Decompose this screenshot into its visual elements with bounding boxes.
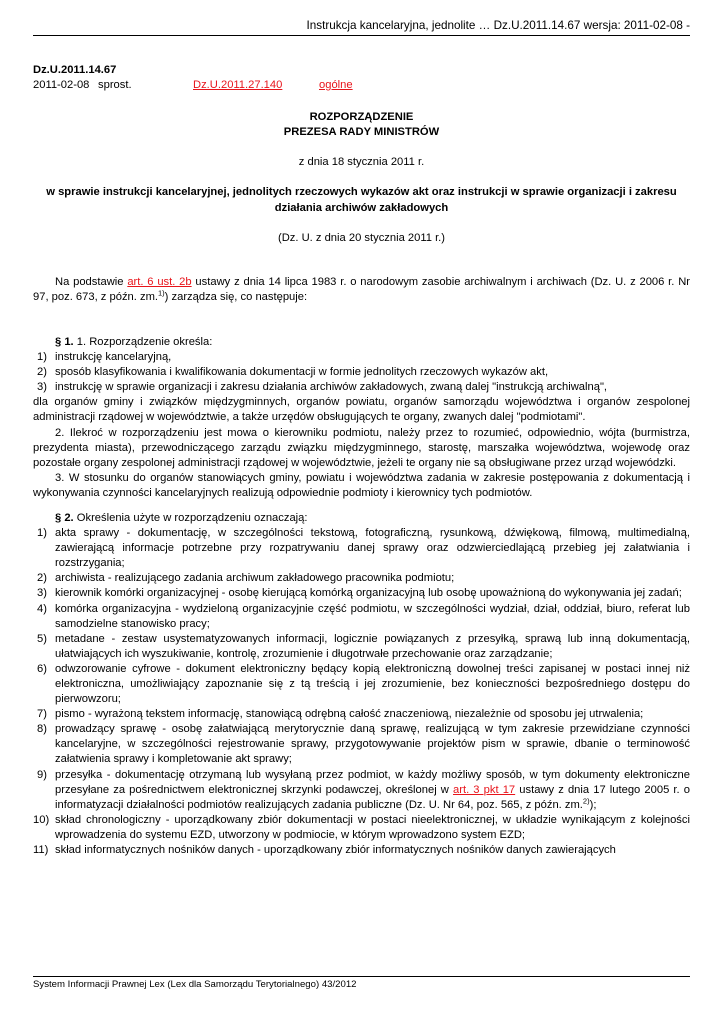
- preamble-text-cont: ustawy z dnia 14 lipca 1983 r. o narodowym zasobie archiwalnym i archiwach (Dz. U. z 2006 r. Nr 97, poz. 673, z późn. zm.: [33, 275, 691, 303]
- definition-number: 1): [37, 527, 47, 540]
- doc-title-line2: PREZESA RADY MINISTRÓW: [283, 126, 440, 139]
- list-item-text: instrukcję w sprawie organizacji i zakresu działania archiwów zakładowych, zwaną dalej "instrukcją archiwalną",: [55, 381, 608, 394]
- version-date: 2011-02-08: [33, 79, 90, 92]
- definition-number: 5): [37, 632, 47, 645]
- definition-number: 11): [33, 844, 49, 857]
- preamble-end: ) zarządza się, co następuje:: [164, 290, 308, 303]
- definition-text: odwzorowanie cyfrowe - dokument elektroniczny będący kopią elektroniczną dowolnej treści zapisanej w postaci innej niż elektroniczna, umożliwiający zapoznanie się z tą treścią i jej zrozumienie, bez konieczności bezpośredniego dostępu do pierwowzoru;: [55, 662, 690, 706]
- section-1-para-2: 2. Ilekroć w rozporządzeniu jest mowa o kierowniku podmiotu, należy przez to rozumieć, odpowiednio, wójta (burmistrza, prezydenta miasta), przewodniczącego zarządu związku międzygminnego, starostę, marszałka województwa, wojewodę oraz pozostałe organy zespolonej administracji rządowej w województwie, jeżeli te organy nie są obsługiwane przez urząd wojewódzki.: [33, 426, 690, 469]
- definition-text: komórka organizacyjna - wydzieloną organizacyjnie część podmiotu, w szczególności wydział, dział, oddział, biuro, referat lub samodzielne stanowisko pracy;: [55, 602, 690, 630]
- act-version-row: [33, 78, 690, 93]
- definition-number: 2): [37, 572, 47, 585]
- doc-date: z dnia 18 stycznia 2011 r.: [298, 156, 425, 169]
- definition-text: kierownik komórki organizacyjnej - osobę kierującą komórką organizacyjną lub osobę upoważnioną do wykonywania jej zadań;: [55, 587, 682, 600]
- definition-item: [33, 707, 690, 722]
- definition-item: [33, 586, 690, 601]
- definition-text: skład informatycznych nośników danych - uporządkowany zbiór informatycznych nośników danych zawierających: [55, 844, 616, 857]
- definition-text-part: ustawy z dnia 17 lutego 2005 r. o informatyzacji działalności podmiotów realizujących zadania publiczne (Dz. U. Nr 64, poz. 565, z późn. zm.: [55, 783, 690, 811]
- definition-number: 6): [37, 662, 47, 675]
- definition-item: [33, 813, 690, 843]
- definition-text: archiwista - realizującego zadania archiwum zakładowego pracownika podmiotu;: [55, 572, 455, 585]
- list-item-number: 1): [37, 351, 47, 364]
- list-item-text: instrukcję kancelaryjną,: [55, 351, 172, 364]
- section-1-after-list: dla organów gminy i związków międzygminnych, organów powiatu, organów samorządu województwa i organów zespolonej administracji rządowej w województwie, a także urzędów obsługujących te organy, zwanych dalej "podmiotami".: [33, 396, 690, 424]
- section-1-intro: [33, 335, 690, 350]
- section-2-label: § 2.: [55, 511, 74, 524]
- definition-item: [33, 662, 690, 707]
- running-header-text: Instrukcja kancelaryjna, jednolite … Dz.U.2011.14.67 wersja: 2011-02-08 -: [306, 19, 690, 32]
- list-item: [33, 365, 690, 380]
- list-item: [33, 350, 690, 365]
- definition-text-part: przesyłka - dokumentację otrzymaną lub wysyłaną przez podmiot, w każdy możliwy sposób, w tym dokumenty elektroniczne przesyłane za pośrednictwem elektronicznej skrzynki podawczej, określonej w: [55, 768, 690, 796]
- definition-text: akta sprawy - dokumentację, w szczególności tekstową, fotograficzną, rysunkową, dźwiękową, filmową, multimedialną, zawierającą informacje potrzebne przy rozpatrywaniu danej sprawy oraz odzwierciedlającą przebieg jej załatwiania i rozstrzygania;: [55, 527, 690, 570]
- footer-text: System Informacji Prawnej Lex (Lex dla Samorządu Terytorialnego) 43/2012: [33, 979, 357, 990]
- page-footer: [33, 976, 690, 991]
- definition-item: [33, 571, 690, 586]
- definition-number: 3): [37, 587, 47, 600]
- correction-reference-link[interactable]: Dz.U.2011.27.140: [193, 79, 283, 92]
- preamble: [33, 275, 690, 305]
- article-link[interactable]: art. 6 ust. 2b: [127, 275, 192, 288]
- list-item-number: 2): [37, 366, 47, 379]
- doc-title-line1: ROZPORZĄDZENIE: [309, 111, 414, 124]
- definition-text-end: );: [589, 798, 597, 811]
- definition-text: [55, 768, 690, 813]
- article-3-link[interactable]: art. 3 pkt 17: [453, 783, 516, 796]
- definition-item: [33, 768, 690, 813]
- running-header: [33, 19, 690, 36]
- section-1-label: § 1.: [55, 335, 74, 348]
- definition-text: skład chronologiczny - uporządkowany zbiór dokumentacji w postaci nieelektronicznej, w układzie wynikającym z kolejności wprowadzenia do systemu EZD, utworzony w podmiocie, w którym wprowadzono system EZD;: [55, 813, 690, 841]
- section-1-intro-text: 1. Rozporządzenie określa:: [73, 335, 213, 348]
- section-2-intro-text: Określenia użyte w rozporządzeniu oznaczają:: [73, 511, 308, 524]
- section-1-para-3: 3. W stosunku do organów stanowiących gminy, powiatu i województwa zadania w zakresie postępowania z dokumentacją i wykonywania czynności kancelaryjnych realizują odpowiednie podmioty i kierownicy tych podmiotów.: [33, 471, 690, 499]
- footnote-2[interactable]: 2): [582, 796, 590, 806]
- definition-item: [33, 843, 690, 858]
- section-2-intro: [33, 511, 690, 526]
- definition-number: 4): [37, 602, 47, 615]
- list-item-text: sposób klasyfikowania i kwalifikowania dokumentacji w formie jednolitych rzeczowych wykazów akt,: [55, 366, 549, 379]
- definition-number: 9): [37, 768, 47, 781]
- definition-text: metadane - zestaw usystematyzowanych informacji, logicznie powiązanych z przesyłką, sprawą lub inną dokumentacją, ułatwiających ich wyszukiwanie, kontrolę, zrozumienie i długotrwałe przechowanie oraz zarządzanie;: [55, 632, 690, 660]
- definition-item: [33, 632, 690, 662]
- definition-number: 8): [37, 723, 47, 736]
- publication-info: (Dz. U. z dnia 20 stycznia 2011 r.): [277, 231, 446, 244]
- definition-item: [33, 722, 690, 767]
- definition-number: 7): [37, 708, 47, 721]
- preamble-text: Na podstawie: [55, 275, 128, 288]
- version-type: sprost.: [98, 79, 132, 92]
- act-identifier: Dz.U.2011.14.67: [33, 64, 117, 76]
- document-body: [33, 63, 690, 858]
- definition-item: [33, 526, 690, 571]
- general-link[interactable]: ogólne: [319, 79, 353, 92]
- list-item-number: 3): [37, 381, 47, 394]
- definition-text: pismo - wyrażoną tekstem informację, stanowiącą odrębną całość znaczeniową, niezależnie od sposobu jej utrwalenia;: [55, 708, 644, 721]
- footnote-1[interactable]: 1): [158, 288, 165, 298]
- definition-item: [33, 602, 690, 632]
- definition-number: 10): [33, 813, 50, 826]
- doc-subject: w sprawie instrukcji kancelaryjnej, jednolitych rzeczowych wykazów akt oraz instrukcji w sprawie organizacji i zakresu działania archiwów zakładowych: [46, 186, 677, 214]
- list-item: [33, 380, 690, 395]
- definition-text: prowadzący sprawę - osobę załatwiającą merytorycznie daną sprawę, realizującą w tym zakresie przewidziane czynności kancelaryjne, w szczególności rejestrowanie sprawy, przygotowywanie projektów pism w sprawie, dbanie o terminowość załatwienia sprawy i kompletowanie akt sprawy;: [55, 723, 690, 766]
